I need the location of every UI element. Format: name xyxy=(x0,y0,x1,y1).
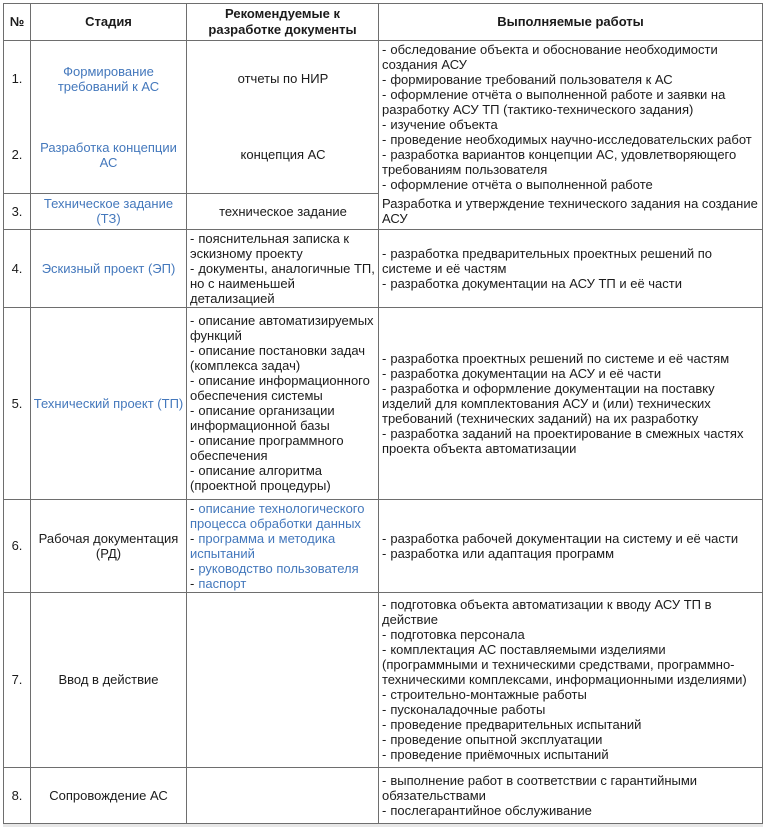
work-item-text: Разработка и утверждение технического задания на создание АСУ xyxy=(382,195,758,226)
work-item-text: разработка рабочей документации на систему и её части xyxy=(390,530,739,546)
stage-link[interactable]: Формирование требований к АС xyxy=(57,63,160,94)
work-item xyxy=(382,642,759,687)
works-cell xyxy=(379,193,763,229)
col-header-works: Выполняемые работы xyxy=(379,4,763,41)
work-item xyxy=(382,246,759,276)
list-dash: - xyxy=(382,732,387,747)
row-number-cell xyxy=(4,41,31,117)
docs-cell xyxy=(187,41,379,117)
work-item xyxy=(382,773,759,803)
doc-item xyxy=(190,313,376,343)
list-dash: - xyxy=(190,260,195,276)
list-dash: - xyxy=(190,463,195,478)
list-dash: - xyxy=(382,597,387,612)
work-item xyxy=(382,597,759,627)
work-item-text: проведение необходимых научно-исследовательских работ xyxy=(390,132,752,147)
doc-link[interactable]: руководство пользователя xyxy=(198,560,359,576)
list-dash: - xyxy=(382,702,387,717)
list-dash: - xyxy=(382,87,387,102)
doc-item-text: описание программного обеспечения xyxy=(190,433,344,463)
stage-label: Сопровождение АС xyxy=(49,787,168,803)
col-header-stage: Стадия xyxy=(31,4,187,41)
table-row xyxy=(4,41,763,117)
stage-cell xyxy=(31,193,187,229)
work-item xyxy=(382,687,759,702)
doc-item xyxy=(190,433,376,463)
docs-cell xyxy=(187,767,379,823)
doc-item: отчеты по НИР xyxy=(237,71,329,87)
list-dash: - xyxy=(190,575,195,591)
stage-link[interactable]: Технический проект (ТП) xyxy=(33,395,184,411)
list-dash: - xyxy=(190,433,195,448)
work-item xyxy=(382,717,759,732)
list-dash: - xyxy=(190,560,195,576)
doc-item xyxy=(190,576,376,591)
list-dash: - xyxy=(382,802,387,818)
row-number: 2. xyxy=(11,147,23,163)
docs-cell xyxy=(187,117,379,193)
doc-item xyxy=(190,343,376,373)
work-item xyxy=(382,276,759,291)
work-item-text: изучение объекта xyxy=(390,117,498,132)
stage-cell xyxy=(31,499,187,592)
table-row xyxy=(4,499,763,592)
list-dash: - xyxy=(190,313,195,328)
row-number: 8. xyxy=(11,787,23,803)
work-item xyxy=(382,87,759,117)
list-dash: - xyxy=(190,500,195,516)
doc-item xyxy=(190,261,376,306)
stage-link[interactable]: Техническое задание (ТЗ) xyxy=(43,196,174,226)
work-item xyxy=(382,72,759,87)
list-dash: - xyxy=(382,545,387,561)
doc-item xyxy=(190,561,376,576)
work-item xyxy=(382,147,759,177)
row-number-cell xyxy=(4,229,31,307)
list-dash: - xyxy=(382,687,387,702)
work-item-text: оформление отчёта о выполненной работе xyxy=(390,177,653,192)
work-item-text: разработка проектных решений по системе и её частям xyxy=(390,350,730,366)
list-dash: - xyxy=(190,230,195,246)
row-number: 4. xyxy=(11,260,23,276)
work-item-text: обследование объекта и обоснование необходимости создания АСУ xyxy=(382,42,718,72)
table-bottom-edge xyxy=(3,824,763,827)
works-cell xyxy=(379,307,763,499)
doc-item-text: описание информационного обеспечения системы xyxy=(190,373,370,403)
stage-cell xyxy=(31,229,187,307)
list-dash: - xyxy=(382,72,387,87)
work-item xyxy=(382,381,759,426)
work-item xyxy=(382,732,759,747)
row-number-cell xyxy=(4,117,31,193)
work-item-text: проведение предварительных испытаний xyxy=(390,717,642,732)
list-dash: - xyxy=(382,275,387,291)
list-dash: - xyxy=(382,245,387,261)
stage-link[interactable]: Разработка концепции АС xyxy=(40,139,177,170)
works-cell xyxy=(379,767,763,823)
row-number-cell xyxy=(4,499,31,592)
list-dash: - xyxy=(190,373,195,388)
doc-link[interactable]: описание технологического процесса обработки данных xyxy=(190,500,365,531)
list-dash: - xyxy=(382,117,387,132)
work-item-text: подготовка персонала xyxy=(390,627,525,642)
work-item-text: разработка заданий на проектирование в смежных частях проекта объекта автоматизации xyxy=(382,425,744,456)
list-dash: - xyxy=(382,380,387,396)
stage-cell xyxy=(31,307,187,499)
stages-table xyxy=(3,3,763,824)
work-item xyxy=(382,366,759,381)
col-header-docs: Рекомендуемые к разработке документы xyxy=(187,4,379,41)
list-dash: - xyxy=(382,717,387,732)
row-number-cell xyxy=(4,592,31,767)
work-item-text: послегарантийное обслуживание xyxy=(390,802,592,818)
row-number: 6. xyxy=(11,538,23,553)
list-dash: - xyxy=(382,177,387,192)
doc-item: техническое задание xyxy=(219,203,347,219)
work-item xyxy=(382,627,759,642)
row-number-cell xyxy=(4,307,31,499)
list-dash: - xyxy=(382,365,387,381)
table-row xyxy=(4,229,763,307)
work-item-text: проведение приёмочных испытаний xyxy=(390,747,609,762)
doc-item-text: пояснительная записка к эскизному проекту xyxy=(190,230,350,261)
work-item-text: формирование требований пользователя к АС xyxy=(390,72,673,87)
work-item xyxy=(382,803,759,818)
works-cell xyxy=(379,229,763,307)
doc-item xyxy=(190,403,376,433)
list-dash: - xyxy=(382,772,387,788)
row-number: 7. xyxy=(11,672,23,687)
work-item-text: подготовка объекта автоматизации к вводу АСУ ТП в действие xyxy=(382,597,712,627)
doc-item-text: описание алгоритма (проектной процедуры) xyxy=(190,463,331,493)
work-item xyxy=(382,531,759,546)
stage-link[interactable]: Эскизный проект (ЭП) xyxy=(41,260,176,276)
work-item-text: разработка вариантов концепции АС, удовлетворяющего требованиям пользователя xyxy=(382,147,737,177)
work-item-text: оформление отчёта о выполненной работе и заявки на разработку АСУ ТП (тактико-технического задания) xyxy=(382,87,726,117)
work-item-text: проведение опытной эксплуатации xyxy=(390,732,603,747)
page xyxy=(0,3,766,818)
works-cell xyxy=(379,499,763,592)
work-item xyxy=(382,747,759,762)
doc-item-text: описание постановки задач (комплекса задач) xyxy=(190,343,366,373)
doc-item xyxy=(190,501,376,531)
stage-label: Ввод в действие xyxy=(58,672,159,687)
work-item xyxy=(382,426,759,456)
doc-item-text: документы, аналогичные ТП, но с наименьшей детализацией xyxy=(190,260,375,306)
docs-cell xyxy=(187,229,379,307)
stage-cell xyxy=(31,767,187,823)
doc-item xyxy=(190,463,376,493)
table-row xyxy=(4,767,763,823)
row-number-cell xyxy=(4,193,31,229)
list-dash: - xyxy=(190,530,195,546)
doc-link[interactable]: паспорт xyxy=(198,575,247,591)
list-dash: - xyxy=(382,642,387,657)
work-item-text: разработка документации на АСУ и её части xyxy=(390,365,662,381)
work-item-text: разработка и оформление документации на поставку изделий для комплектования АСУ и (или) технических требований (технических заданий) на их разработку xyxy=(382,380,715,426)
table-row xyxy=(4,193,763,229)
work-item xyxy=(382,546,759,561)
doc-item xyxy=(190,231,376,261)
list-dash: - xyxy=(382,350,387,366)
doc-item-text: описание автоматизируемых функций xyxy=(190,313,374,343)
row-number: 3. xyxy=(11,203,23,219)
docs-cell xyxy=(187,307,379,499)
stage-cell xyxy=(31,41,187,117)
work-item xyxy=(382,702,759,717)
stage-label: Рабочая документация (РД) xyxy=(38,530,179,561)
list-dash: - xyxy=(382,132,387,147)
work-item-text: разработка предварительных проектных решений по системе и её частям xyxy=(382,245,712,276)
work-item-text: строительно-монтажные работы xyxy=(390,687,587,702)
work-item-text: разработка или адаптация программ xyxy=(390,545,615,561)
table-row xyxy=(4,592,763,767)
row-number: 1. xyxy=(11,71,23,87)
list-dash: - xyxy=(382,530,387,546)
list-dash: - xyxy=(382,747,387,762)
list-dash: - xyxy=(382,42,387,57)
docs-cell xyxy=(187,499,379,592)
doc-link[interactable]: программа и методика испытаний xyxy=(190,530,336,561)
works-cell xyxy=(379,592,763,767)
doc-item-text: описание организации информационной базы xyxy=(190,403,335,433)
doc-item xyxy=(190,373,376,403)
work-item xyxy=(382,42,759,72)
row-number: 5. xyxy=(11,395,23,411)
list-dash: - xyxy=(382,147,387,162)
list-dash: - xyxy=(382,627,387,642)
header-row xyxy=(4,4,763,41)
docs-cell xyxy=(187,592,379,767)
work-item xyxy=(382,351,759,366)
work-item-text: пусконаладочные работы xyxy=(390,702,546,717)
work-item-text: комплектация АС поставляемыми изделиями (программными и техническими средствами, программно-техническими комплексами, информационными изделиями) xyxy=(382,642,747,687)
list-dash: - xyxy=(190,403,195,418)
works-cell xyxy=(379,41,763,194)
list-dash: - xyxy=(190,343,195,358)
work-item-text: выполнение работ в соответствии с гарантийными обязательствами xyxy=(382,772,698,803)
stage-cell xyxy=(31,117,187,193)
doc-item xyxy=(190,531,376,561)
docs-cell xyxy=(187,193,379,229)
work-item xyxy=(382,117,759,132)
table-row xyxy=(4,307,763,499)
list-dash: - xyxy=(382,425,387,441)
doc-item: концепция АС xyxy=(240,147,326,163)
row-number-cell xyxy=(4,767,31,823)
work-item xyxy=(382,132,759,147)
work-item xyxy=(382,177,759,192)
work-item-text: разработка документации на АСУ ТП и её части xyxy=(390,275,682,291)
col-header-num: № xyxy=(4,4,31,41)
stage-cell xyxy=(31,592,187,767)
